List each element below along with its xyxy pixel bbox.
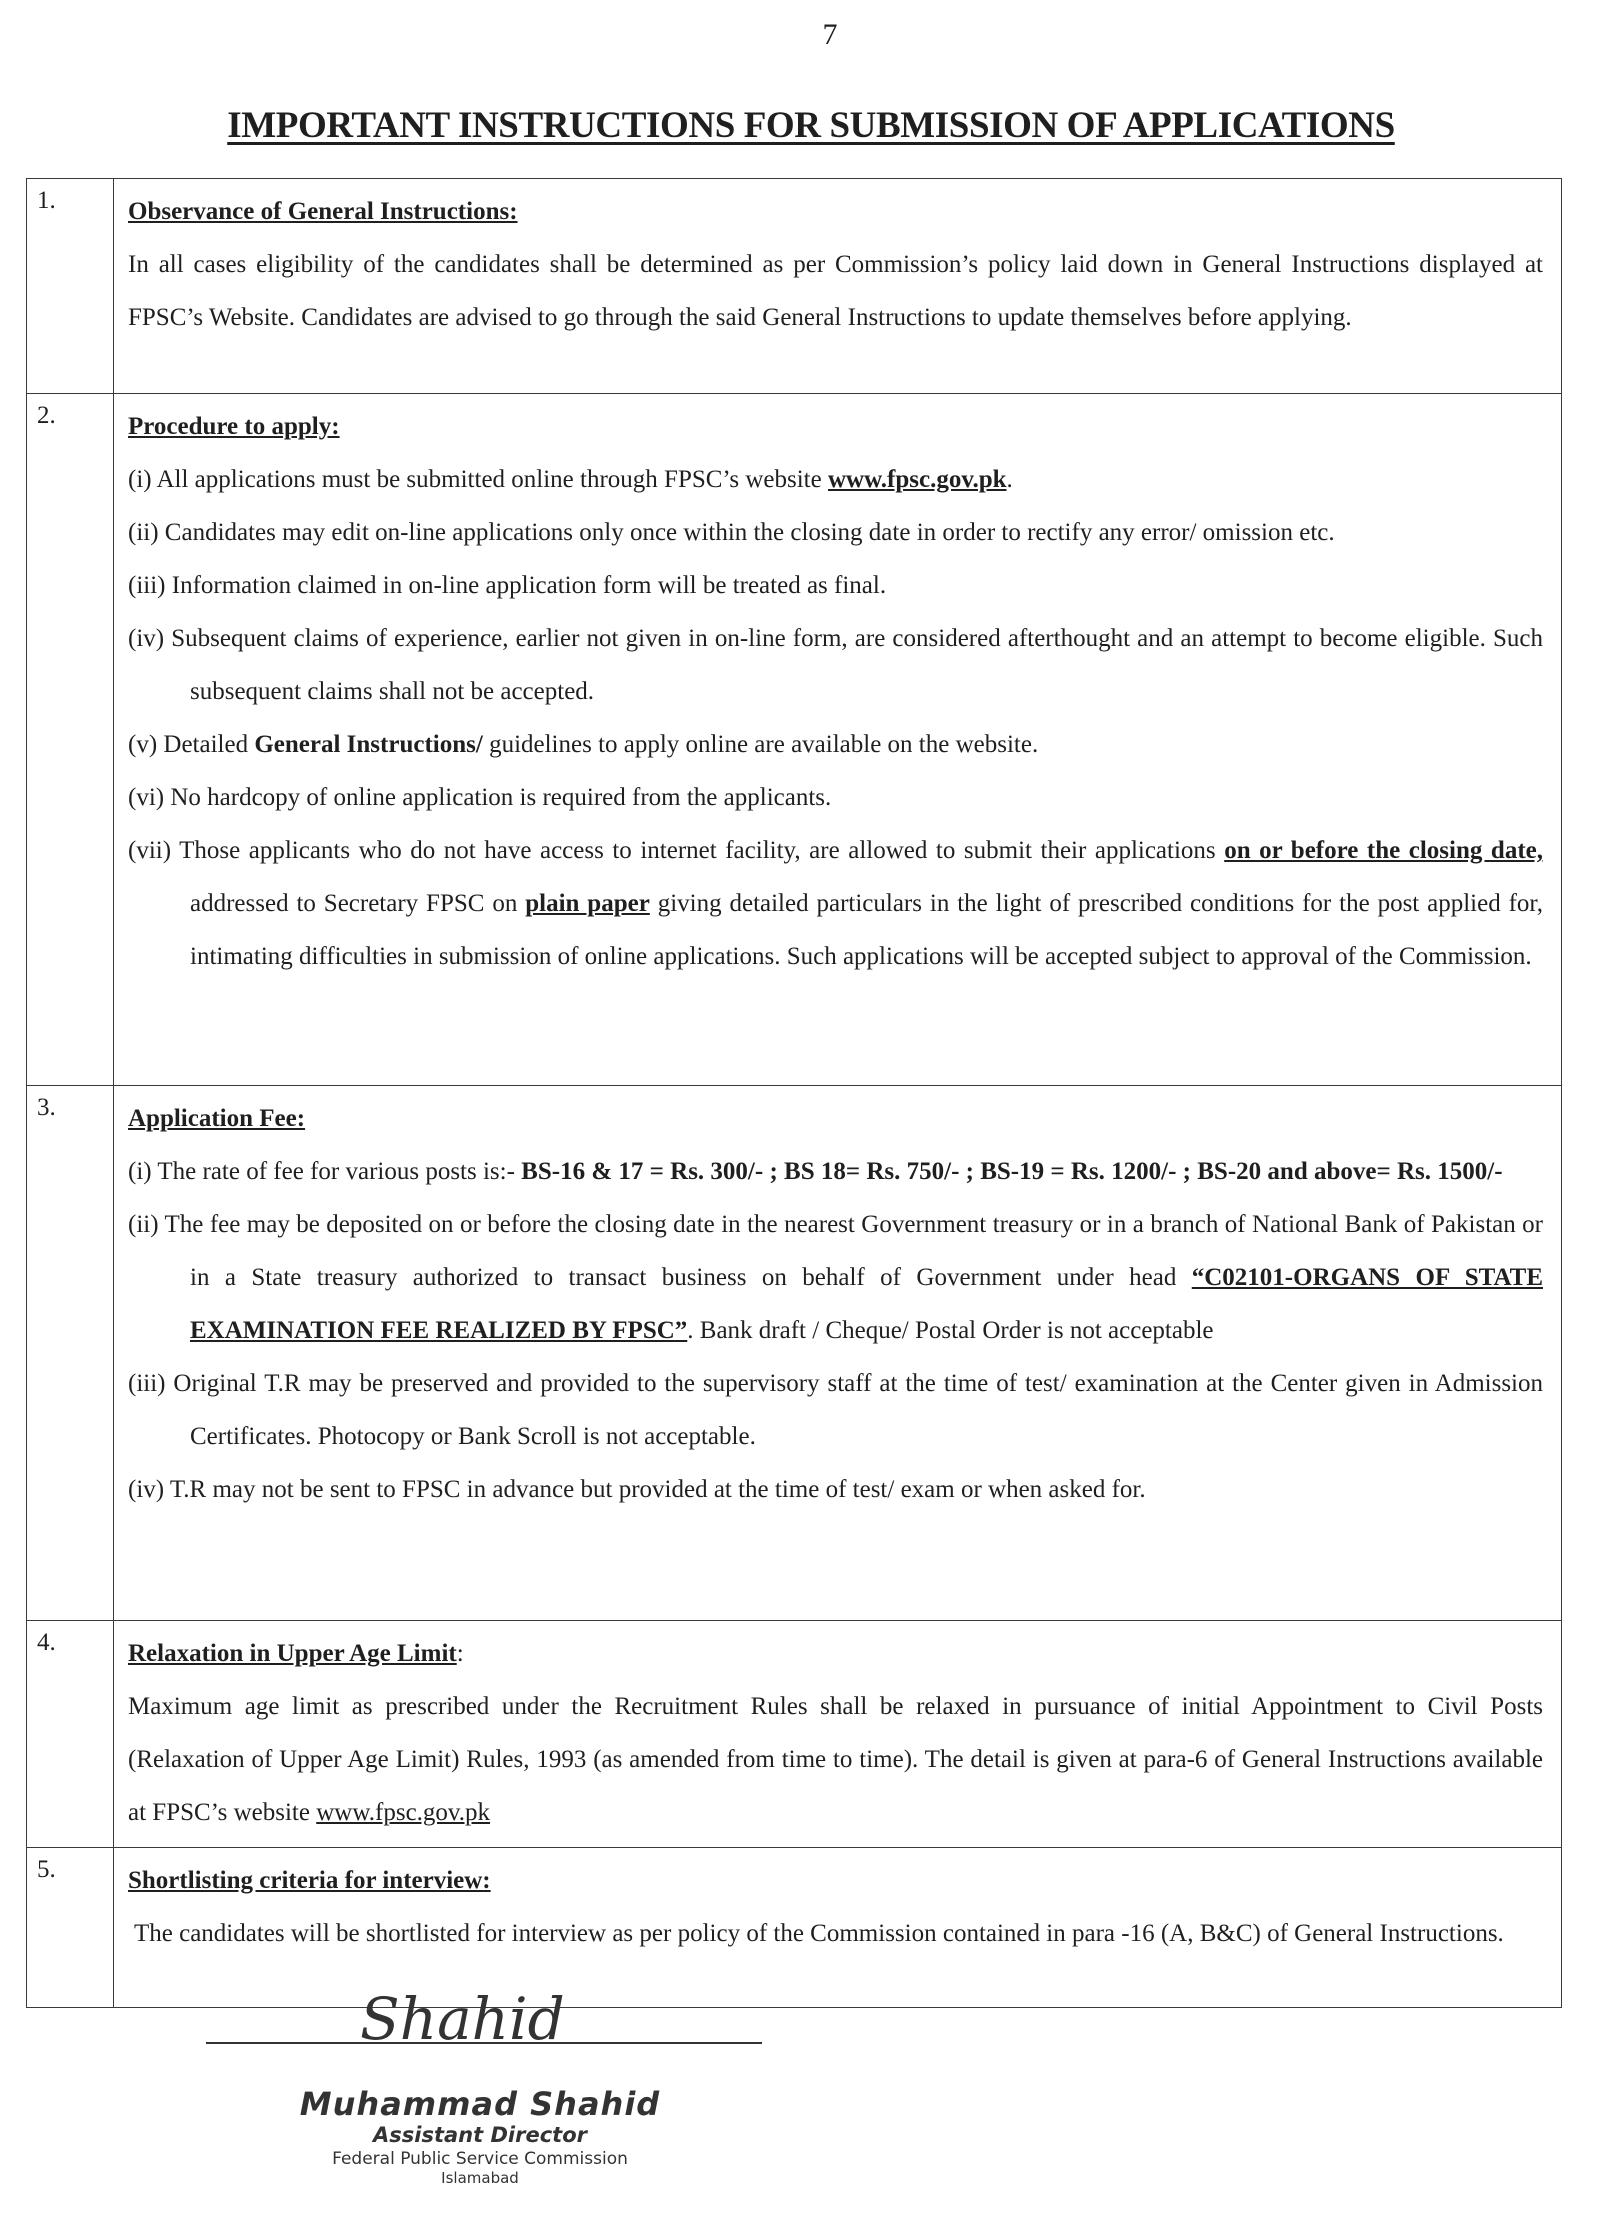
section-row xyxy=(27,1621,1562,1848)
section-body xyxy=(114,394,1562,1086)
signatory-organization: Federal Public Service Commission xyxy=(332,2149,628,2169)
section-text: Maximum age limit as prescribed under the Recruitment Rules shall be relaxed in pursuance of initial Appointment to Civil Posts (Relaxation of Upper Age Limit) Rules, 1993 (as amended from time to time). The detail is given at para-6 of General Instructions available at FPSC’s website www.fpsc.gov.pk xyxy=(128,1693,1543,1826)
list-item: (iii) Information claimed in on-line application form will be treated as final. xyxy=(128,572,887,599)
section-heading: Procedure to apply: xyxy=(128,413,340,440)
section-text: In all cases eligibility of the candidates shall be determined as per Commission’s policy laid down in General Instructions displayed at FPSC’s Website. Candidates are advised to go through the said General Instructions to update themselves before applying. xyxy=(128,251,1543,331)
section-row xyxy=(27,179,1562,394)
list-item: (iv) Subsequent claims of experience, earlier not given in on-line form, are considered afterthought and an attempt to become eligible. Such subsequent claims shall not be accepted. xyxy=(128,625,1543,705)
list-item: (vi) No hardcopy of online application is required from the applicants. xyxy=(128,784,832,811)
section-heading: Relaxation in Upper Age Limit xyxy=(128,1640,457,1667)
section-body xyxy=(114,1848,1562,2008)
section-text: The candidates will be shortlisted for interview as per policy of the Commission contained in para -16 (A, B&C) of General Instructions. xyxy=(134,1920,1504,1947)
list-item: (ii) Candidates may edit on-line applications only once within the closing date in order to rectify any error/ omission etc. xyxy=(128,519,1335,546)
page-number: 7 xyxy=(822,18,838,51)
section-heading: Shortlisting criteria for interview: xyxy=(128,1867,491,1894)
handwritten-signature: Shahid xyxy=(360,1985,565,2053)
instructions-table xyxy=(26,178,1562,2008)
section-number: 1. xyxy=(27,179,114,394)
page-title: IMPORTANT INSTRUCTIONS FOR SUBMISSION OF APPLICATIONS xyxy=(227,105,1395,146)
section-number: 2. xyxy=(27,394,114,1086)
signatory-name: Muhammad Shahid xyxy=(299,2085,661,2123)
section-number: 5. xyxy=(27,1848,114,2008)
official-stamp xyxy=(200,2085,760,2187)
section-heading: Application Fee: xyxy=(128,1105,306,1132)
signatory-city: Islamabad xyxy=(441,2169,519,2187)
section-row xyxy=(27,1848,1562,2008)
list-item: (iv) T.R may not be sent to FPSC in advance but provided at the time of test/ exam or when asked for. xyxy=(128,1476,1146,1503)
list-item: (i) All applications must be submitted online through FPSC’s website www.fpsc.gov.pk. xyxy=(128,466,1013,493)
section-row xyxy=(27,394,1562,1086)
list-item: (v) Detailed General Instructions/ guidelines to apply online are available on the website. xyxy=(128,731,1039,758)
list-item: (vii) Those applicants who do not have access to internet facility, are allowed to submit their applications on or before the closing date, addressed to Secretary FPSC on plain paper giving detailed particulars in the light of prescribed conditions for the post applied for, intimating difficulties in submission of online applications. Such applications will be accepted subject to approval of the Commission. xyxy=(128,837,1543,970)
section-body xyxy=(114,1086,1562,1621)
list-item: (i) The rate of fee for various posts is:- BS-16 & 17 = Rs. 300/- ; BS 18= Rs. 750/- ; BS-19 = Rs. 1200/- ; BS-20 and above= Rs. 1500/- xyxy=(128,1158,1503,1185)
fee-schedule: BS-16 & 17 = Rs. 300/- ; BS 18= Rs. 750/- ; BS-19 = Rs. 1200/- ; BS-20 and above= Rs. 1500/- xyxy=(521,1158,1503,1185)
section-body xyxy=(114,179,1562,394)
website-link[interactable]: www.fpsc.gov.pk xyxy=(316,1799,491,1826)
signatory-designation: Assistant Director xyxy=(373,2123,587,2147)
list-item: (ii) The fee may be deposited on or before the closing date in the nearest Government treasury or in a branch of National Bank of Pakistan or in a State treasury authorized to transact business on behalf of Government under head “C02101-ORGANS OF STATE EXAMINATION FEE REALIZED BY FPSC”. Bank draft / Cheque/ Postal Order is not acceptable xyxy=(128,1211,1543,1344)
section-heading: Observance of General Instructions: xyxy=(128,198,518,225)
website-link[interactable]: www.fpsc.gov.pk xyxy=(827,466,1007,493)
signature-block xyxy=(200,1985,760,2224)
section-number: 4. xyxy=(27,1621,114,1848)
head-of-account: “C02101-ORGANS OF STATE EXAMINATION FEE REALIZED BY FPSC” xyxy=(190,1264,1543,1344)
section-number: 3. xyxy=(27,1086,114,1621)
section-row xyxy=(27,1086,1562,1621)
list-item: (iii) Original T.R may be preserved and provided to the supervisory staff at the time of test/ examination at the Center given in Admission Certificates. Photocopy or Bank Scroll is not acceptable. xyxy=(128,1370,1543,1450)
section-body: Relaxation in Upper Age Limit: Maximum age limit as prescribed under the Recruitment Rules shall be relaxed in pursuance of initial Appointment to Civil Posts (Relaxation of Upper Age Limit) Rules, 1993 (as amended from time to time). The detail is given at para-6 of General Instructions available at FPSC’s website www.fpsc.gov.pk xyxy=(114,1621,1562,1848)
